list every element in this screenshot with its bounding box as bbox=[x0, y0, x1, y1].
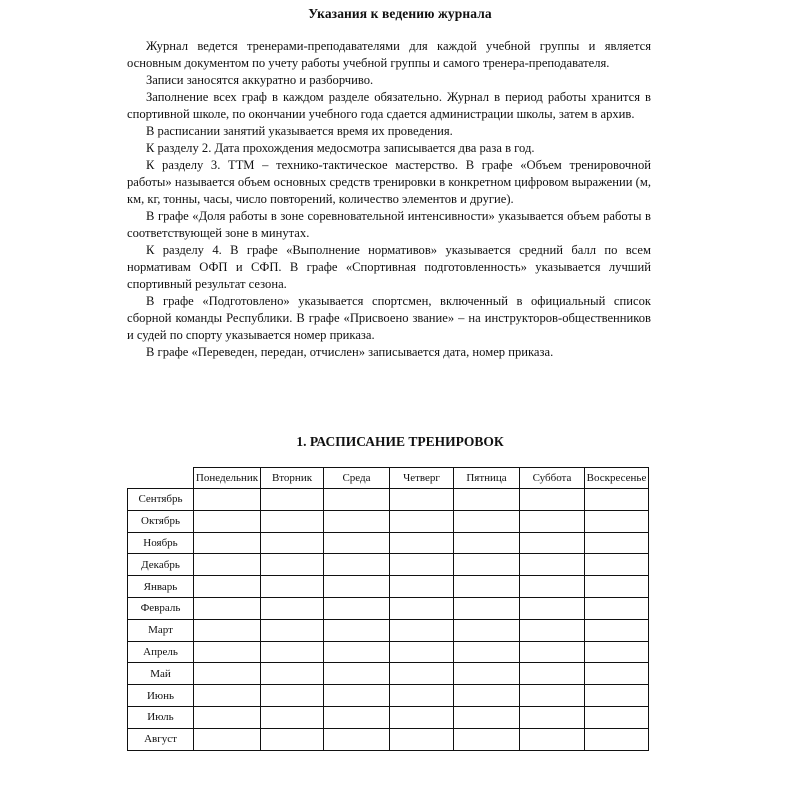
day-header-wednesday: Среда bbox=[324, 468, 390, 489]
schedule-cell bbox=[261, 619, 324, 641]
schedule-cell bbox=[390, 706, 454, 728]
schedule-row bbox=[128, 728, 649, 750]
schedule-cell bbox=[194, 597, 261, 619]
schedule-cell bbox=[454, 489, 520, 511]
month-label: Июль bbox=[128, 706, 194, 728]
schedule-cell bbox=[194, 532, 261, 554]
schedule-cell bbox=[585, 489, 649, 511]
instruction-paragraph: В графе «Доля работы в зоне соревновательной интенсивности» указывается объем работы в соответствующей зоне в минутах. bbox=[127, 209, 651, 240]
schedule-cell bbox=[585, 597, 649, 619]
schedule-cell bbox=[261, 641, 324, 663]
schedule-cell bbox=[194, 728, 261, 750]
schedule-cell bbox=[585, 554, 649, 576]
instructions-text bbox=[127, 38, 651, 361]
day-header-monday: Понедельник bbox=[194, 468, 261, 489]
month-label: Январь bbox=[128, 576, 194, 598]
schedule-row bbox=[128, 619, 649, 641]
schedule-cell bbox=[324, 576, 390, 598]
schedule-row bbox=[128, 663, 649, 685]
instruction-paragraph: В графе «Подготовлено» указывается спортсмен, включенный в официальный список сборной команды Республики. В графе «Присвоено звание» – на инструкторов-общественников и судей по спорту указывается номер приказа. bbox=[127, 294, 651, 342]
schedule-row bbox=[128, 641, 649, 663]
schedule-row bbox=[128, 510, 649, 532]
schedule-cell bbox=[194, 641, 261, 663]
schedule-cell bbox=[520, 532, 585, 554]
schedule-cell bbox=[390, 510, 454, 532]
schedule-cell bbox=[520, 685, 585, 707]
schedule-cell bbox=[520, 597, 585, 619]
schedule-row bbox=[128, 706, 649, 728]
schedule-cell bbox=[520, 510, 585, 532]
schedule-cell bbox=[454, 510, 520, 532]
schedule-cell bbox=[454, 619, 520, 641]
day-header-sunday: Воскресенье bbox=[585, 468, 649, 489]
schedule-table bbox=[127, 467, 649, 751]
schedule-cell bbox=[261, 597, 324, 619]
schedule-title: 1. РАСПИСАНИЕ ТРЕНИРОВОК bbox=[296, 434, 504, 449]
instruction-paragraph: Журнал ведется тренерами-преподавателями для каждой учебной группы и является основным документом по учету работы учебной группы и самого тренера-преподавателя. bbox=[127, 39, 651, 70]
schedule-row bbox=[128, 576, 649, 598]
day-header-saturday: Суббота bbox=[520, 468, 585, 489]
schedule-corner-cell bbox=[128, 468, 194, 489]
schedule-cell bbox=[261, 685, 324, 707]
instruction-paragraph: В расписании занятий указывается время их проведения. bbox=[146, 124, 453, 138]
schedule-cell bbox=[324, 706, 390, 728]
schedule-cell bbox=[585, 663, 649, 685]
schedule-cell bbox=[194, 685, 261, 707]
schedule-cell bbox=[261, 728, 324, 750]
month-label: Сентябрь bbox=[128, 489, 194, 511]
schedule-cell bbox=[194, 510, 261, 532]
schedule-cell bbox=[520, 641, 585, 663]
schedule-cell bbox=[390, 685, 454, 707]
day-header-friday: Пятница bbox=[454, 468, 520, 489]
instruction-paragraph: К разделу 2. Дата прохождения медосмотра записывается два раза в год. bbox=[146, 141, 535, 155]
day-header-tuesday: Вторник bbox=[261, 468, 324, 489]
schedule-cell bbox=[194, 619, 261, 641]
month-label: Ноябрь bbox=[128, 532, 194, 554]
schedule-cell bbox=[390, 619, 454, 641]
schedule-cell bbox=[390, 554, 454, 576]
schedule-cell bbox=[324, 663, 390, 685]
schedule-cell bbox=[324, 532, 390, 554]
schedule-cell bbox=[585, 576, 649, 598]
schedule-cell bbox=[194, 554, 261, 576]
schedule-cell bbox=[261, 510, 324, 532]
schedule-body bbox=[128, 489, 649, 751]
schedule-cell bbox=[261, 576, 324, 598]
schedule-cell bbox=[520, 663, 585, 685]
schedule-cell bbox=[194, 489, 261, 511]
month-label: Февраль bbox=[128, 597, 194, 619]
schedule-cell bbox=[390, 597, 454, 619]
schedule-cell bbox=[585, 706, 649, 728]
schedule-cell bbox=[520, 619, 585, 641]
schedule-cell bbox=[261, 706, 324, 728]
schedule-cell bbox=[585, 532, 649, 554]
schedule-cell bbox=[454, 554, 520, 576]
schedule-cell bbox=[194, 576, 261, 598]
instruction-paragraph: Заполнение всех граф в каждом разделе обязательно. Журнал в период работы хранится в спортивной школе, по окончании учебного года сдается администрации школы, затем в архив. bbox=[127, 90, 651, 121]
schedule-cell bbox=[520, 576, 585, 598]
instruction-paragraph: К разделу 4. В графе «Выполнение нормативов» указывается средний балл по всем нормативам ОФП и СФП. В графе «Спортивная подготовленность» указывается лучший спортивный результат сезона. bbox=[127, 243, 651, 291]
month-label: Май bbox=[128, 663, 194, 685]
instructions-title: Указания к ведению журнала bbox=[308, 6, 492, 21]
schedule-header-row bbox=[128, 468, 649, 489]
schedule-cell bbox=[585, 728, 649, 750]
schedule-cell bbox=[390, 532, 454, 554]
schedule-cell bbox=[585, 510, 649, 532]
schedule-cell bbox=[324, 685, 390, 707]
schedule-cell bbox=[454, 685, 520, 707]
schedule-cell bbox=[585, 641, 649, 663]
schedule-cell bbox=[454, 641, 520, 663]
schedule-cell bbox=[390, 728, 454, 750]
month-label: Октябрь bbox=[128, 510, 194, 532]
schedule-cell bbox=[390, 576, 454, 598]
day-header-thursday: Четверг bbox=[390, 468, 454, 489]
schedule-cell bbox=[324, 510, 390, 532]
schedule-cell bbox=[520, 554, 585, 576]
schedule-cell bbox=[454, 597, 520, 619]
schedule-cell bbox=[520, 489, 585, 511]
schedule-row bbox=[128, 597, 649, 619]
schedule-cell bbox=[261, 532, 324, 554]
month-label: Март bbox=[128, 619, 194, 641]
schedule-cell bbox=[324, 728, 390, 750]
instruction-paragraph: Записи заносятся аккуратно и разборчиво. bbox=[146, 73, 374, 87]
schedule-cell bbox=[194, 706, 261, 728]
schedule-cell bbox=[520, 706, 585, 728]
schedule-row bbox=[128, 532, 649, 554]
schedule-row bbox=[128, 685, 649, 707]
schedule-cell bbox=[194, 663, 261, 685]
schedule-cell bbox=[324, 489, 390, 511]
month-label: Август bbox=[128, 728, 194, 750]
schedule-cell bbox=[454, 532, 520, 554]
schedule-cell bbox=[585, 685, 649, 707]
schedule-cell bbox=[390, 641, 454, 663]
schedule-cell bbox=[585, 619, 649, 641]
month-label: Декабрь bbox=[128, 554, 194, 576]
schedule-cell bbox=[324, 597, 390, 619]
schedule-cell bbox=[454, 576, 520, 598]
schedule-cell bbox=[520, 728, 585, 750]
schedule-cell bbox=[324, 641, 390, 663]
month-label: Июнь bbox=[128, 685, 194, 707]
schedule-cell bbox=[454, 663, 520, 685]
schedule-cell bbox=[454, 706, 520, 728]
month-label: Апрель bbox=[128, 641, 194, 663]
schedule-cell bbox=[390, 663, 454, 685]
schedule-cell bbox=[324, 554, 390, 576]
schedule-row bbox=[128, 489, 649, 511]
schedule-cell bbox=[324, 619, 390, 641]
schedule-cell bbox=[261, 663, 324, 685]
schedule-cell bbox=[261, 554, 324, 576]
schedule-cell bbox=[454, 728, 520, 750]
instruction-paragraph: В графе «Переведен, передан, отчислен» записывается дата, номер приказа. bbox=[146, 345, 554, 359]
schedule-cell bbox=[390, 489, 454, 511]
instruction-paragraph: К разделу 3. ТТМ – технико-тактическое мастерство. В графе «Объем тренировочной работы» называется объем основных средств тренировки в конкретном цифровом выражении (м, км, кг, тонны, часы, число повторений, количество элементов и другие). bbox=[127, 158, 651, 206]
schedule-cell bbox=[261, 489, 324, 511]
schedule-row bbox=[128, 554, 649, 576]
